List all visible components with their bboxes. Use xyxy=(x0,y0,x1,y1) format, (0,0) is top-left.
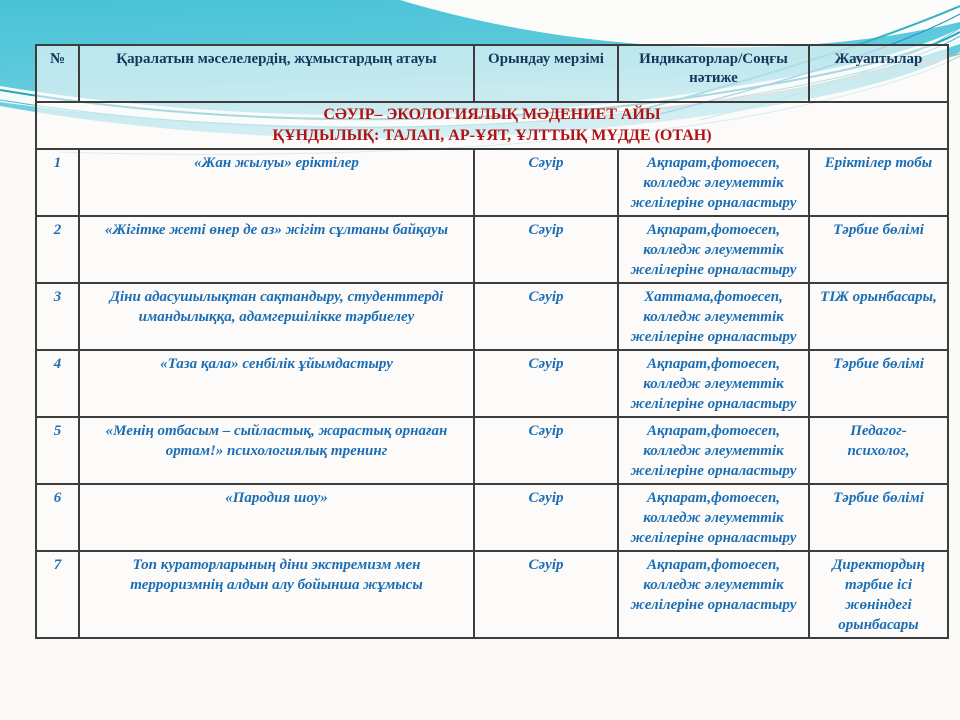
cell-responsible: Педагог-психолог, xyxy=(809,417,948,484)
banner-line-1: СӘУІР– ЭКОЛОГИЯЛЫҚ МӘДЕНИЕТ АЙЫ xyxy=(323,106,661,123)
cell-responsible: Тәрбие бөлімі xyxy=(809,484,948,551)
header-issue-name: Қаралатын мәселелердің, жұмыстардың атауы xyxy=(79,45,474,102)
cell-number: 6 xyxy=(36,484,79,551)
cell-indicator: Хаттама,фотоесеп, колледж әлеуметтік желілеріне орналастыру xyxy=(618,283,809,350)
cell-responsible: ТІЖ орынбасары, xyxy=(809,283,948,350)
cell-indicator: Ақпарат,фотоесеп, колледж әлеуметтік желілеріне орналастыру xyxy=(618,149,809,216)
cell-name: «Жан жылуы» еріктілер xyxy=(79,149,474,216)
table-row xyxy=(36,551,948,638)
cell-number: 1 xyxy=(36,149,79,216)
cell-number: 3 xyxy=(36,283,79,350)
cell-term: Сәуір xyxy=(474,551,618,638)
cell-indicator: Ақпарат,фотоесеп, колледж әлеуметтік желілеріне орналастыру xyxy=(618,484,809,551)
table-row xyxy=(36,484,948,551)
cell-name: Топ кураторларының діни экстремизм мен терроризмнің алдын алу бойынша жұмысы xyxy=(79,551,474,638)
cell-term: Сәуір xyxy=(474,350,618,417)
cell-indicator: Ақпарат,фотоесеп, колледж әлеуметтік желілеріне орналастыру xyxy=(618,551,809,638)
work-plan-table xyxy=(35,44,949,639)
table-header-row xyxy=(36,45,948,102)
cell-term: Сәуір xyxy=(474,283,618,350)
cell-name: «Жігітке жеті өнер де аз» жігіт сұлтаны байқауы xyxy=(79,216,474,283)
cell-responsible: Тәрбие бөлімі xyxy=(809,350,948,417)
cell-number: 7 xyxy=(36,551,79,638)
cell-name: «Пародия шоу» xyxy=(79,484,474,551)
header-responsible: Жауаптылар xyxy=(809,45,948,102)
cell-number: 5 xyxy=(36,417,79,484)
table-row xyxy=(36,283,948,350)
month-banner-row xyxy=(36,102,948,149)
table-row xyxy=(36,350,948,417)
cell-number: 4 xyxy=(36,350,79,417)
month-banner xyxy=(36,102,948,149)
header-term: Орындау мерзімі xyxy=(474,45,618,102)
table-row xyxy=(36,149,948,216)
cell-name: «Таза қала» сенбілік ұйымдастыру xyxy=(79,350,474,417)
cell-name: Діни адасушылықтан сақтандыру, студенттерді имандылыққа, адамгершілікке тәрбиелеу xyxy=(79,283,474,350)
cell-number: 2 xyxy=(36,216,79,283)
cell-term: Сәуір xyxy=(474,216,618,283)
cell-term: Сәуір xyxy=(474,484,618,551)
cell-term: Сәуір xyxy=(474,149,618,216)
table-row xyxy=(36,216,948,283)
cell-indicator: Ақпарат,фотоесеп, колледж әлеуметтік желілеріне орналастыру xyxy=(618,216,809,283)
header-indicators: Индикаторлар/Соңғы нәтиже xyxy=(618,45,809,102)
cell-name: «Менің отбасым – сыйластық, жарастық орнаған ортам!» психологиялық тренинг xyxy=(79,417,474,484)
cell-term: Сәуір xyxy=(474,417,618,484)
header-number: № xyxy=(36,45,79,102)
banner-line-2: ҚҰНДЫЛЫҚ: ТАЛАП, АР-ҰЯТ, ҰЛТТЫҚ МҮДДЕ (ОТАН) xyxy=(272,127,712,144)
cell-indicator: Ақпарат,фотоесеп, колледж әлеуметтік желілеріне орналастыру xyxy=(618,350,809,417)
cell-responsible: Директордың тәрбие ісі жөніндегі орынбасары xyxy=(809,551,948,638)
cell-indicator: Ақпарат,фотоесеп, колледж әлеуметтік желілеріне орналастыру xyxy=(618,417,809,484)
table-row xyxy=(36,417,948,484)
cell-responsible: Еріктілер тобы xyxy=(809,149,948,216)
cell-responsible: Тәрбие бөлімі xyxy=(809,216,948,283)
